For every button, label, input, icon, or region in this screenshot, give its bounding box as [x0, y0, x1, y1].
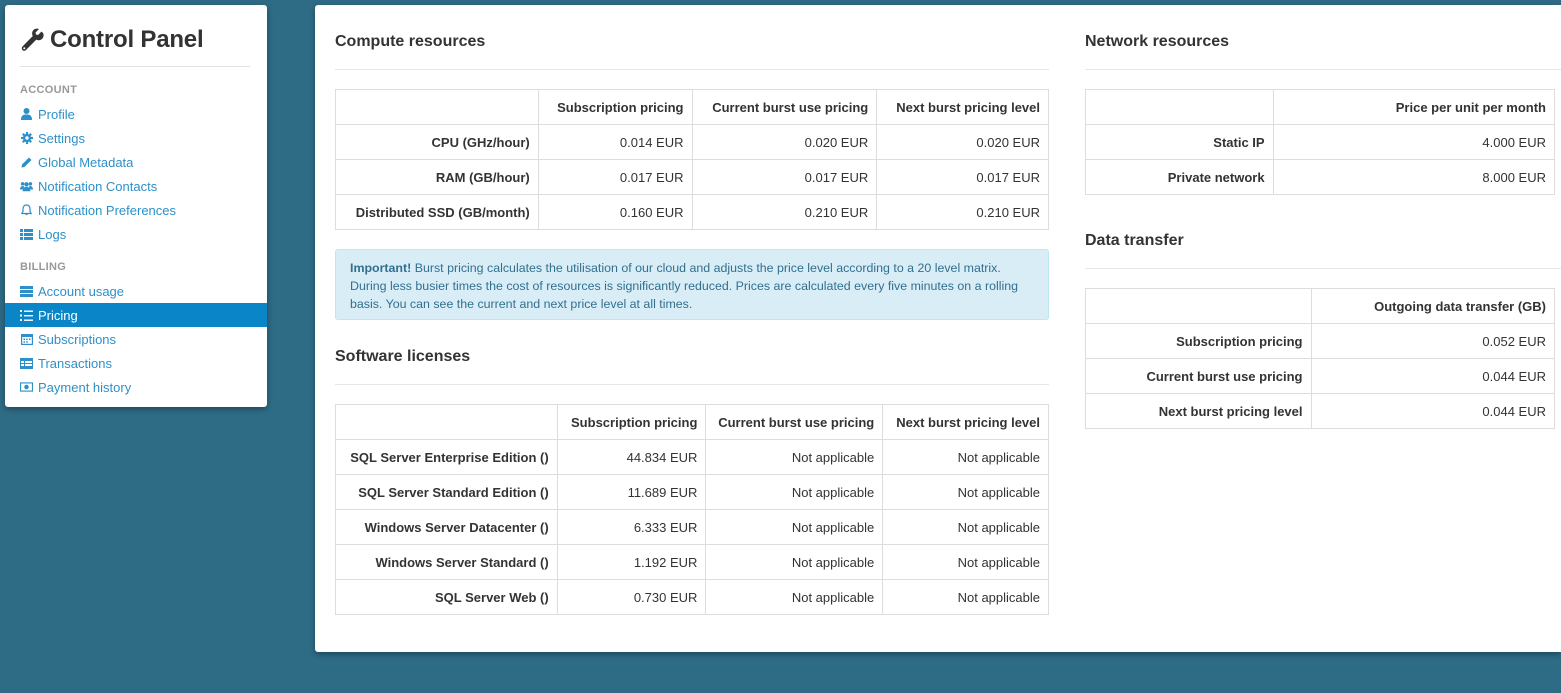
row-label: SQL Server Standard Edition ()	[336, 475, 558, 510]
table-header-row	[1086, 90, 1555, 125]
header-cell: Price per unit per month	[1273, 90, 1554, 125]
sidebar-item-label: Global Metadata	[38, 154, 134, 170]
header-cell-empty	[336, 405, 558, 440]
row-label: CPU (GHz/hour)	[336, 125, 539, 160]
table-row	[336, 510, 1049, 545]
price-cell: 0.017 EUR	[538, 160, 692, 195]
table-row	[336, 160, 1049, 195]
billing-section-label: BILLING	[20, 261, 67, 273]
price-cell: Not applicable	[883, 580, 1049, 615]
software-divider	[335, 384, 1049, 385]
row-label: Current burst use pricing	[1086, 359, 1312, 394]
sidebar-item-settings[interactable]	[5, 126, 267, 150]
price-cell: Not applicable	[883, 545, 1049, 580]
header-cell-empty	[1086, 289, 1312, 324]
table-row	[1086, 359, 1555, 394]
sidebar-item-label: Logs	[38, 226, 67, 242]
sidebar-item-label: Subscriptions	[38, 331, 117, 347]
row-label: Windows Server Datacenter ()	[336, 510, 558, 545]
table-row	[1086, 125, 1555, 160]
sidebar-item-profile[interactable]	[5, 102, 267, 126]
sidebar-item-label: Settings	[38, 130, 85, 146]
price-cell: Not applicable	[706, 545, 883, 580]
sidebar-item-pricing[interactable]	[5, 303, 267, 327]
price-cell: Not applicable	[883, 440, 1049, 475]
table-row	[1086, 324, 1555, 359]
price-cell: 0.020 EUR	[692, 125, 877, 160]
compute-title: Compute resources	[335, 33, 486, 50]
price-cell: 0.160 EUR	[538, 195, 692, 230]
main-panel	[315, 5, 1561, 652]
price-cell: 0.014 EUR	[538, 125, 692, 160]
gear-icon	[20, 132, 33, 145]
table-icon	[20, 357, 33, 370]
account-section-label: ACCOUNT	[20, 84, 78, 96]
price-cell: Not applicable	[706, 475, 883, 510]
price-cell: 0.044 EUR	[1311, 359, 1555, 394]
table-row	[336, 440, 1049, 475]
transfer-table	[1085, 288, 1555, 429]
compute-divider	[335, 69, 1049, 70]
row-label: SQL Server Enterprise Edition ()	[336, 440, 558, 475]
price-cell: 0.730 EUR	[557, 580, 706, 615]
server-icon	[20, 285, 33, 298]
alert-strong: Important!	[350, 261, 412, 275]
brand	[20, 27, 250, 67]
sidebar-item-label: Profile	[38, 106, 75, 122]
price-cell: 1.192 EUR	[557, 545, 706, 580]
header-cell: Current burst use pricing	[692, 90, 877, 125]
network-table	[1085, 89, 1555, 195]
money-icon	[20, 381, 33, 394]
sidebar-item-label: Payment history	[38, 379, 132, 395]
price-cell: 44.834 EUR	[557, 440, 706, 475]
sidebar-item-label: Pricing	[38, 307, 78, 323]
software-table	[335, 404, 1049, 615]
row-label: Subscription pricing	[1086, 324, 1312, 359]
pencil-icon	[20, 156, 33, 169]
user-icon	[20, 108, 33, 121]
price-cell: 0.052 EUR	[1311, 324, 1555, 359]
transfer-title: Data transfer	[1085, 232, 1184, 249]
header-cell: Subscription pricing	[538, 90, 692, 125]
network-divider	[1085, 69, 1561, 70]
row-label: Static IP	[1086, 125, 1274, 160]
burst-pricing-alert	[335, 249, 1049, 320]
price-cell: 0.020 EUR	[877, 125, 1049, 160]
sidebar-item-notification-contacts[interactable]	[5, 174, 267, 198]
sidebar-item-label: Notification Contacts	[38, 178, 158, 194]
row-label: RAM (GB/hour)	[336, 160, 539, 195]
table-header-row	[1086, 289, 1555, 324]
table-row	[336, 195, 1049, 230]
sidebar-item-payment-history[interactable]	[5, 375, 267, 399]
alert-text: Burst pricing calculates the utilisation of our cloud and adjusts the price level according to a 20 level matrix. During less busier times the cost of resources is significantly reduced. Prices are calculated every five minutes on a rolling basis. You can see the current and next price level at all times.	[350, 261, 1019, 311]
table-row	[336, 580, 1049, 615]
price-cell: Not applicable	[706, 440, 883, 475]
price-cell: 0.044 EUR	[1311, 394, 1555, 429]
compute-table	[335, 89, 1049, 230]
price-cell: 4.000 EUR	[1273, 125, 1554, 160]
sidebar-item-label: Transactions	[38, 355, 112, 371]
price-cell: Not applicable	[706, 510, 883, 545]
calendar-icon	[20, 333, 33, 346]
price-cell: Not applicable	[883, 510, 1049, 545]
table-row	[1086, 160, 1555, 195]
price-cell: 0.210 EUR	[692, 195, 877, 230]
row-label: Distributed SSD (GB/month)	[336, 195, 539, 230]
transfer-divider	[1085, 268, 1561, 269]
price-cell: 0.017 EUR	[692, 160, 877, 195]
users-icon	[20, 180, 33, 193]
price-cell: 0.210 EUR	[877, 195, 1049, 230]
header-cell: Subscription pricing	[557, 405, 706, 440]
row-label: Windows Server Standard ()	[336, 545, 558, 580]
network-title: Network resources	[1085, 33, 1230, 50]
price-cell: 11.689 EUR	[557, 475, 706, 510]
wrench-icon	[20, 28, 44, 54]
price-cell: Not applicable	[883, 475, 1049, 510]
sidebar-item-account-usage[interactable]	[5, 279, 267, 303]
bell-icon	[20, 204, 33, 217]
sidebar-item-subscriptions[interactable]	[5, 327, 267, 351]
header-cell-empty	[1086, 90, 1274, 125]
price-cell: 6.333 EUR	[557, 510, 706, 545]
header-cell: Next burst pricing level	[877, 90, 1049, 125]
table-row	[336, 125, 1049, 160]
table-row	[336, 545, 1049, 580]
sidebar-item-logs[interactable]	[5, 222, 267, 246]
table-header-row	[336, 90, 1049, 125]
row-label: Next burst pricing level	[1086, 394, 1312, 429]
list-icon	[20, 228, 33, 241]
sidebar-item-transactions[interactable]	[5, 351, 267, 375]
sidebar-item-label: Account usage	[38, 283, 125, 299]
price-cell: 8.000 EUR	[1273, 160, 1554, 195]
table-header-row	[336, 405, 1049, 440]
sidebar	[5, 5, 267, 407]
table-row	[336, 475, 1049, 510]
header-cell: Next burst pricing level	[883, 405, 1049, 440]
price-cell: 0.017 EUR	[877, 160, 1049, 195]
price-cell: Not applicable	[706, 580, 883, 615]
sidebar-item-global-metadata[interactable]	[5, 150, 267, 174]
page-title: Control Panel	[50, 26, 204, 53]
header-cell-empty	[336, 90, 539, 125]
software-title: Software licenses	[335, 348, 471, 365]
table-row	[1086, 394, 1555, 429]
row-label: Private network	[1086, 160, 1274, 195]
list-ol-icon	[20, 309, 33, 322]
header-cell: Outgoing data transfer (GB)	[1311, 289, 1555, 324]
header-cell: Current burst use pricing	[706, 405, 883, 440]
sidebar-item-notification-preferences[interactable]	[5, 198, 267, 222]
row-label: SQL Server Web ()	[336, 580, 558, 615]
sidebar-item-label: Notification Preferences	[38, 202, 177, 218]
